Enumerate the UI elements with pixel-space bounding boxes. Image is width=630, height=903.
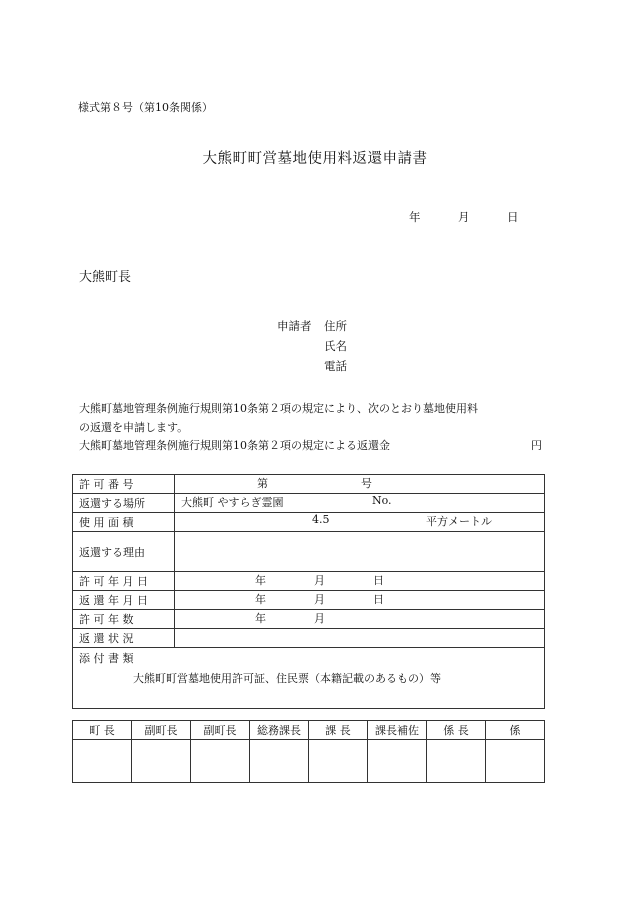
attachments-row [73,648,545,709]
area-unit: 平方メートル [426,515,492,528]
permit-years-label: 許 可 年 数 [73,610,175,629]
applicant-phone-label: 電話 [324,359,347,373]
area-row [73,513,545,532]
permit-years-row [73,610,545,629]
permit-date-year: 年 [255,574,266,587]
date-day-label: 日 [507,210,519,224]
return-date-month: 月 [314,593,325,606]
attachments-content: 大熊町町営墓地使用許可証、住民票（本籍記載のあるもの）等 [133,672,441,685]
body-text-line-3: 大熊町墓地管理条例施行規則第10条第２項の規定による返還金 [79,439,390,452]
permit-number-field [175,475,545,494]
location-place: 大熊町 やすらぎ霊園 [181,496,284,509]
form-number: 様式第８号（第10条関係） [78,101,213,114]
permit-years-field [175,610,545,629]
permit-date-label: 許 可 年 月 日 [73,572,175,591]
body-text-line-1: 大熊町墓地管理条例施行規則第10条第２項の規定により、次のとおり墓地使用料 [79,402,478,415]
reason-label: 返還する理由 [73,532,175,572]
approval-header-staff: 係 [486,721,545,740]
attachments-cell [73,648,545,709]
permit-date-field [175,572,545,591]
return-date-day: 日 [373,593,384,606]
approval-header-deputy-mayor-2: 副町長 [191,721,250,740]
approval-table [72,720,545,783]
location-number-label: No. [372,494,392,507]
application-table [72,474,545,709]
approval-stamp-cell [191,740,250,783]
permit-number-label: 許 可 番 号 [73,475,175,494]
approval-header-mayor: 町 長 [73,721,132,740]
location-label: 返還する場所 [73,494,175,513]
approval-header-deputy-mayor-1: 副町長 [132,721,191,740]
reason-field [175,532,545,572]
area-value: 4.5 [312,513,330,526]
permit-years-year: 年 [255,612,266,625]
permit-date-month: 月 [314,574,325,587]
permit-number-go: 号 [361,477,372,490]
location-field [175,494,545,513]
reason-row [73,532,545,572]
approval-stamp-row [73,740,545,783]
return-date-field [175,591,545,610]
addressee: 大熊町長 [79,270,132,285]
area-label: 使 用 面 積 [73,513,175,532]
approval-stamp-cell [368,740,427,783]
approval-stamp-cell [250,740,309,783]
area-field [175,513,545,532]
return-status-label: 返 還 状 況 [73,629,175,648]
return-status-field [175,629,545,648]
approval-header-general-affairs-director: 総務課長 [250,721,309,740]
approval-stamp-cell [486,740,545,783]
permit-number-dai: 第 [257,477,268,490]
return-date-row [73,591,545,610]
permit-years-month: 月 [314,612,325,625]
attachments-label: 添 付 書 類 [79,652,134,665]
approval-header-section-chief: 課 長 [309,721,368,740]
approval-header-assistant-section-chief: 課長補佐 [368,721,427,740]
permit-number-row [73,475,545,494]
location-row [73,494,545,513]
body-text-line-2: の返還を申請します。 [79,421,189,434]
date-year-label: 年 [409,210,421,224]
return-status-row [73,629,545,648]
permit-date-row [73,572,545,591]
approval-stamp-cell [132,740,191,783]
approval-header-subsection-chief: 係 長 [427,721,486,740]
approval-stamp-cell [427,740,486,783]
approval-stamp-cell [73,740,132,783]
approval-header-row [73,721,545,740]
permit-date-day: 日 [373,574,384,587]
return-date-year: 年 [255,593,266,606]
applicant-name-label: 氏名 [324,339,347,353]
refund-yen-label: 円 [531,439,542,452]
approval-stamp-cell [309,740,368,783]
applicant-label: 申請者 [277,319,312,333]
date-month-label: 月 [458,210,470,224]
document-title: 大熊町町営墓地使用料返還申請書 [202,151,428,167]
return-date-label: 返 還 年 月 日 [73,591,175,610]
applicant-address-label: 住所 [324,319,347,333]
